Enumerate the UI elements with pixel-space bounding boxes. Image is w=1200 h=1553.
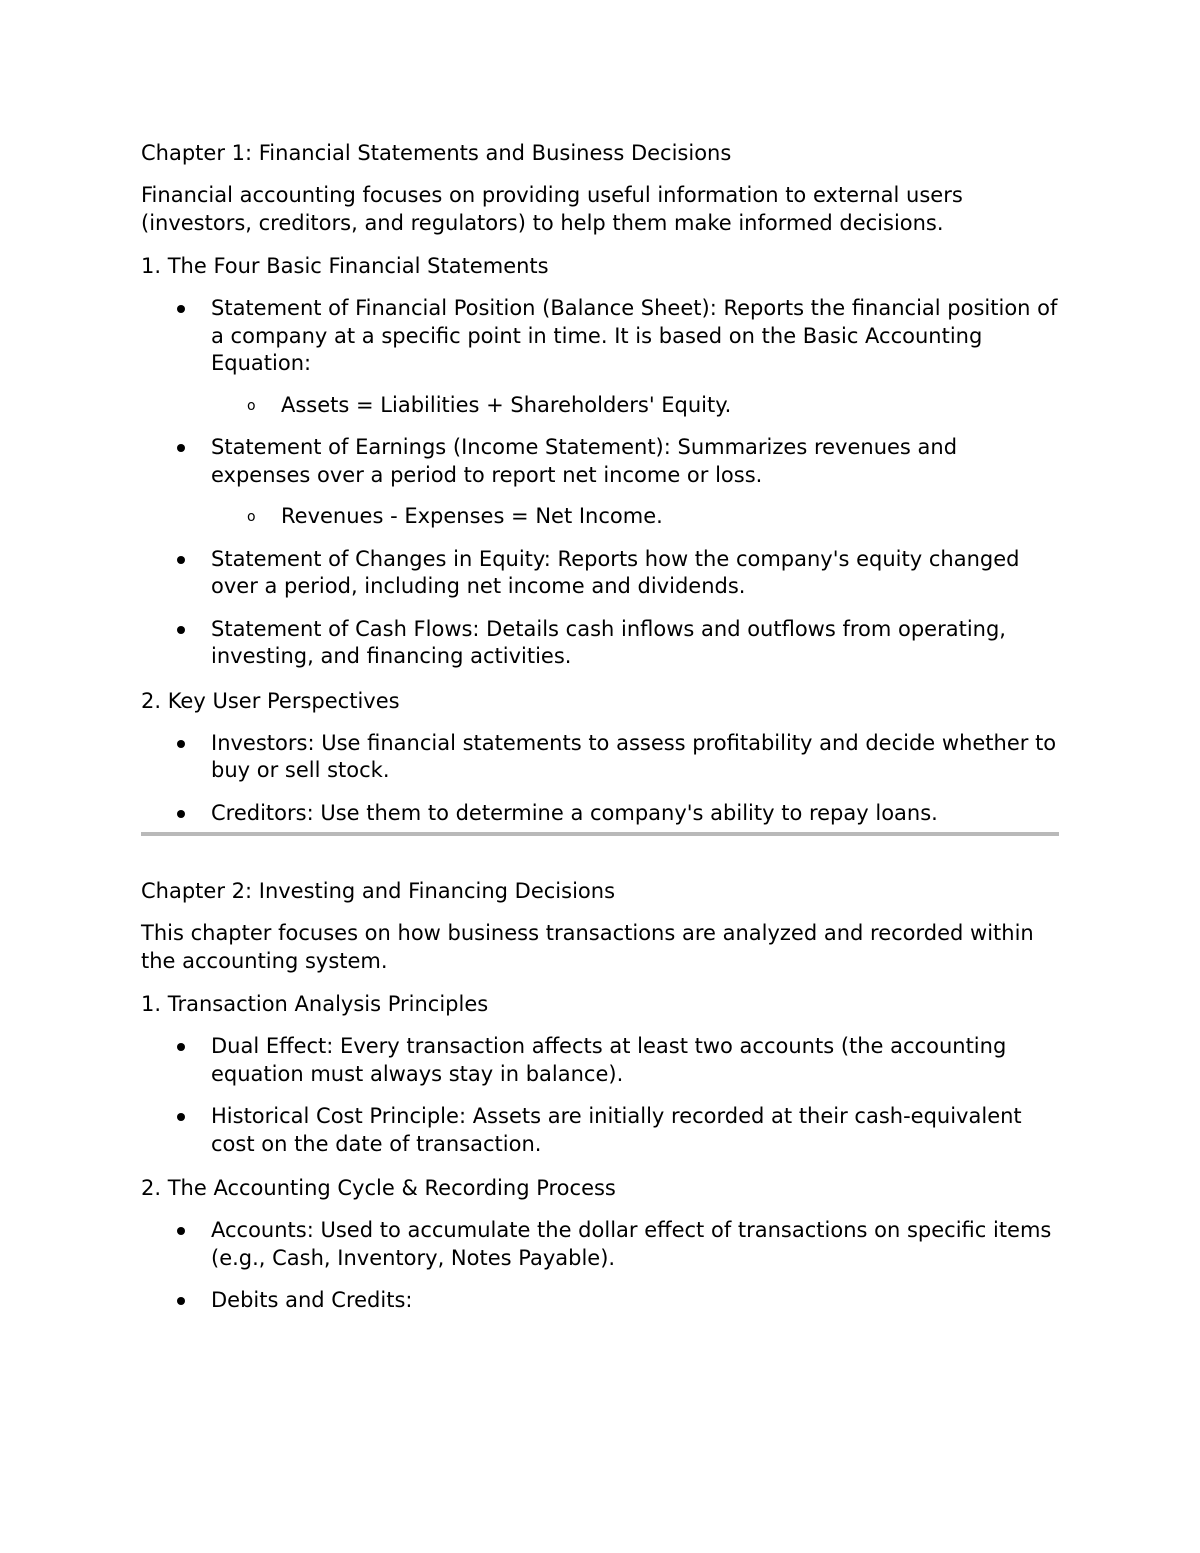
sub-list-item — [211, 503, 1059, 531]
list-item — [141, 546, 1059, 601]
chapter-1-section-2-list — [141, 730, 1059, 828]
sub-list-item-text: Assets = Liabilities + Shareholders' Equity. — [281, 392, 732, 417]
bullet-icon — [177, 1297, 185, 1305]
sub-list-item — [211, 392, 1059, 420]
chapter-1-section-1-list — [141, 295, 1059, 671]
sub-bullet-icon: o — [247, 509, 256, 525]
list-item-text: Investors: Use financial statements to assess profitability and decide whether to buy or sell stock. — [211, 730, 1057, 782]
list-item — [141, 295, 1059, 419]
chapter-2-intro: This chapter focuses on how business transactions are analyzed and recorded within the accounting system. — [141, 921, 1034, 973]
chapter-2-section-1-heading: 1. Transaction Analysis Principles — [141, 992, 489, 1016]
chapter-1 — [141, 138, 1059, 827]
list-item-text: Statement of Earnings (Income Statement): Summarizes revenues and expenses over a period to report net income or loss. — [211, 435, 958, 487]
bullet-icon — [177, 626, 185, 634]
chapter-2-section-2-list — [141, 1217, 1059, 1315]
list-item-text: Creditors: Use them to determine a company's ability to repay loans. — [211, 800, 938, 825]
list-item — [141, 1287, 1059, 1315]
bullet-icon — [177, 810, 185, 818]
list-item — [141, 800, 1059, 828]
chapter-2-section-1-list — [141, 1033, 1059, 1158]
chapter-1-section-1-heading: 1. The Four Basic Financial Statements — [141, 254, 549, 278]
list-item — [141, 1217, 1059, 1272]
sub-bullet-icon: o — [247, 397, 256, 414]
bullet-icon — [177, 740, 185, 748]
document-page — [141, 138, 1059, 1330]
bullet-icon — [177, 1113, 185, 1121]
chapter-1-title: Chapter 1: Financial Statements and Business Decisions — [141, 141, 732, 165]
chapter-2-section-2-heading: 2. The Accounting Cycle & Recording Process — [141, 1176, 616, 1200]
list-item — [141, 616, 1059, 671]
list-item-text: Statement of Changes in Equity: Reports how the company's equity changed over a period, including net income and dividends. — [211, 546, 1020, 598]
sub-list-item-text: Revenues - Expenses = Net Income. — [281, 504, 663, 528]
bullet-icon — [177, 444, 185, 452]
list-item-text: Debits and Credits: — [211, 1288, 413, 1312]
horizontal-divider — [141, 832, 1059, 836]
bullet-icon — [177, 1043, 185, 1051]
list-item-text: Statement of Financial Position (Balance Sheet): Reports the financial position of a company at a specific point in time. It is based on the Basic Accounting Equation: — [211, 296, 1058, 375]
sub-list — [211, 503, 1059, 531]
list-item — [141, 1103, 1059, 1158]
list-item-text: Accounts: Used to accumulate the dollar effect of transactions on specific items (e.g., Cash, Inventory, Notes Payable). — [211, 1218, 1052, 1270]
chapter-1-intro: Financial accounting focuses on providing useful information to external users (investors, creditors, and regulators) to help them make informed decisions. — [141, 183, 963, 235]
list-item — [141, 730, 1059, 785]
list-item — [141, 434, 1059, 531]
chapter-2-title: Chapter 2: Investing and Financing Decisions — [141, 879, 616, 903]
list-item-text: Dual Effect: Every transaction affects at least two accounts (the accounting equation must always stay in balance). — [211, 1034, 1007, 1086]
bullet-icon — [177, 556, 185, 564]
chapter-2 — [141, 876, 1059, 1315]
bullet-icon — [177, 305, 185, 313]
sub-list — [211, 392, 1059, 420]
chapter-1-section-2-heading: 2. Key User Perspectives — [141, 688, 400, 713]
list-item-text: Statement of Cash Flows: Details cash inflows and outflows from operating, investing, and financing activities. — [211, 616, 1006, 668]
list-item — [141, 1033, 1059, 1088]
bullet-icon — [177, 1227, 185, 1235]
list-item-text: Historical Cost Principle: Assets are initially recorded at their cash-equivalent cost on the date of transaction. — [211, 1104, 1022, 1156]
